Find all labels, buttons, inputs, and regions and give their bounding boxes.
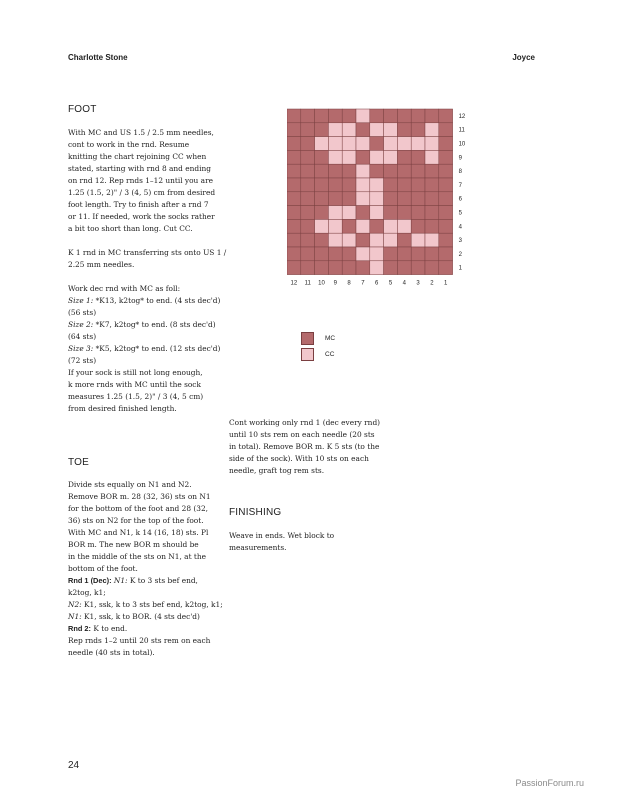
finishing-paragraph — [229, 530, 389, 554]
chart-cell — [397, 233, 411, 247]
chart-column-label: 4 — [402, 280, 406, 287]
chart-cell — [342, 123, 356, 137]
chart-row-label: 1 — [458, 265, 462, 272]
cont-line: Cont working only rnd 1 (dec every rnd) — [229, 418, 381, 427]
size-2-line: Size 2: *K7, k2tog* to end. (8 sts dec'd) — [68, 320, 216, 329]
chart-cell — [370, 109, 384, 123]
chart-cell — [301, 109, 315, 123]
chart-cell — [370, 247, 384, 261]
foot-p1-line: stated, starting with rnd 8 and ending — [68, 164, 211, 173]
chart-cell — [356, 192, 370, 206]
cont-paragraph — [229, 417, 389, 477]
foot-paragraph-2 — [68, 247, 228, 271]
foot-p1-line: knitting the chart rejoining CC when — [68, 152, 207, 161]
chart-cell — [328, 247, 342, 261]
chart-cell — [328, 164, 342, 178]
chart-cell — [356, 247, 370, 261]
chart-cell — [439, 261, 453, 275]
chart-cell — [356, 164, 370, 178]
foot-paragraph-1 — [68, 127, 228, 235]
toe-line: Divide sts equally on N1 and N2. — [68, 480, 192, 489]
chart-cell — [411, 123, 425, 137]
chart-row-label: 7 — [458, 182, 462, 189]
chart-cell — [356, 261, 370, 275]
toe-line: bottom of the foot. — [68, 564, 138, 573]
legend-mc — [301, 332, 335, 345]
chart-cell — [328, 109, 342, 123]
foot-p1-line: or 11. If needed, work the socks rather — [68, 212, 215, 221]
chart-cell — [439, 233, 453, 247]
chart-cell — [384, 219, 398, 233]
chart-cell — [342, 178, 356, 192]
foot-p1-line: foot length. Try to finish after a rnd 7 — [68, 200, 209, 209]
chart-cell — [342, 150, 356, 164]
chart-cell — [425, 123, 439, 137]
chart-cell — [425, 247, 439, 261]
chart-cell — [397, 261, 411, 275]
chart-column-label: 10 — [318, 280, 325, 287]
chart-row-label: 10 — [458, 141, 466, 148]
chart-cell — [315, 219, 329, 233]
chart-cell — [356, 206, 370, 220]
header-author: Charlotte Stone — [68, 53, 128, 62]
chart-cell — [301, 261, 315, 275]
chart-cell — [287, 109, 301, 123]
chart-cell — [370, 261, 384, 275]
chart-cell — [328, 233, 342, 247]
legend-cc-swatch — [301, 348, 314, 361]
chart-cell — [397, 206, 411, 220]
chart-cell — [301, 137, 315, 151]
chart-cell — [425, 150, 439, 164]
chart-cell — [411, 206, 425, 220]
foot-section — [68, 127, 228, 415]
toe-repeat-paragraph — [68, 635, 228, 659]
foot-p1-line: on rnd 12. Rep rnds 1–12 until you are — [68, 176, 213, 185]
foot-p1-line: a bit too short than long. Cut CC. — [68, 224, 193, 233]
finishing-heading: FINISHING — [229, 507, 282, 518]
foot-p4-line: If your sock is still not long enough, — [68, 368, 203, 377]
chart-column-label: 6 — [375, 280, 379, 287]
chart-cell — [301, 206, 315, 220]
chart-row-label: 12 — [458, 113, 466, 120]
chart-cell — [425, 164, 439, 178]
chart-cell — [315, 137, 329, 151]
chart-cell — [384, 247, 398, 261]
chart-cell — [384, 123, 398, 137]
chart-cell — [342, 261, 356, 275]
legend-mc-swatch — [301, 332, 314, 345]
legend-cc — [301, 348, 334, 361]
rnd-1-heading: Rnd 1 (Dec): N1: K to 3 sts bef end, — [68, 576, 198, 585]
chart-cell — [287, 247, 301, 261]
chart-cell — [328, 123, 342, 137]
chart-column-label: 1 — [444, 280, 448, 287]
chart-cell — [342, 109, 356, 123]
chart-cell — [315, 247, 329, 261]
chart-cell — [439, 109, 453, 123]
toe-section — [68, 479, 228, 659]
foot-p1-line: 1.25 (1.5, 2)" / 3 (4, 5) cm from desired — [68, 188, 216, 197]
chart-cell — [411, 164, 425, 178]
legend-cc-label: CC — [325, 351, 335, 358]
size-1-count: (56 sts) — [68, 308, 97, 317]
chart-cell — [287, 233, 301, 247]
chart-cell — [342, 137, 356, 151]
chart-cell — [328, 192, 342, 206]
toe-line: BOR m. The new BOR m should be — [68, 540, 199, 549]
chart-cell — [425, 233, 439, 247]
chart-column-label: 2 — [430, 280, 434, 287]
chart-cell — [384, 178, 398, 192]
chart-cell — [342, 192, 356, 206]
toe-rep-line: Rep rnds 1–2 until 20 sts rem on each — [68, 636, 211, 645]
chart-cell — [315, 150, 329, 164]
cont-line: in total). Remove BOR m. K 5 sts (to the — [229, 442, 380, 451]
chart-cell — [315, 123, 329, 137]
cont-section — [229, 417, 389, 477]
chart-cell — [370, 219, 384, 233]
chart-cell — [411, 137, 425, 151]
chart-cell — [397, 178, 411, 192]
chart-cell — [397, 137, 411, 151]
chart-cell — [356, 219, 370, 233]
size-2-count: (64 sts) — [68, 332, 97, 341]
chart-cell — [370, 206, 384, 220]
chart-cell — [411, 109, 425, 123]
chart-cell — [301, 219, 315, 233]
chart-cell — [397, 247, 411, 261]
finishing-line: Weave in ends. Wet block to — [229, 531, 335, 540]
chart-cell — [397, 150, 411, 164]
chart-column-label: 9 — [333, 280, 337, 287]
chart-cell — [425, 219, 439, 233]
chart-cell — [287, 150, 301, 164]
chart-column-label: 8 — [347, 280, 351, 287]
finishing-line: measurements. — [229, 543, 287, 552]
chart-cell — [328, 219, 342, 233]
chart-cell — [342, 164, 356, 178]
chart-cell — [439, 178, 453, 192]
chart-cell — [384, 164, 398, 178]
chart-cell — [315, 233, 329, 247]
chart-cell — [301, 247, 315, 261]
colorwork-chart — [287, 108, 467, 312]
chart-cell — [287, 178, 301, 192]
size-3-line: Size 3: *K5, k2tog* to end. (12 sts dec'd) — [68, 344, 221, 353]
chart-row-label: 6 — [458, 196, 462, 203]
chart-cell — [397, 109, 411, 123]
foot-p2-line: 2.25 mm needles. — [68, 260, 135, 269]
size-1-line: Size 1: *K13, k2tog* to end. (4 sts dec'd) — [68, 296, 221, 305]
chart-cell — [342, 233, 356, 247]
cont-line: until 10 sts rem on each needle (20 sts — [229, 430, 375, 439]
chart-cell — [425, 192, 439, 206]
toe-line: in the middle of the sts on N1, at the — [68, 552, 206, 561]
rnd-1-n1: N1: K1, ssk, k to BOR. (4 sts dec'd) — [68, 612, 200, 621]
chart-row-label: 4 — [458, 224, 462, 231]
chart-cell — [439, 164, 453, 178]
chart-cell — [315, 178, 329, 192]
rnd-1-continued: k2tog, k1; — [68, 588, 106, 597]
chart-cell — [411, 233, 425, 247]
chart-cell — [287, 164, 301, 178]
foot-p4-line: k more rnds with MC until the sock — [68, 380, 201, 389]
chart-cell — [384, 206, 398, 220]
chart-cell — [439, 206, 453, 220]
chart-cell — [356, 150, 370, 164]
chart-cell — [384, 261, 398, 275]
chart-cell — [287, 123, 301, 137]
chart-cell — [397, 123, 411, 137]
chart-cell — [342, 206, 356, 220]
chart-cell — [301, 192, 315, 206]
watermark: PassionForum.ru — [515, 778, 584, 788]
chart-cell — [425, 137, 439, 151]
chart-cell — [287, 261, 301, 275]
chart-cell — [287, 137, 301, 151]
chart-column-label: 3 — [416, 280, 420, 287]
chart-cell — [439, 123, 453, 137]
chart-cell — [397, 164, 411, 178]
chart-column-label: 12 — [290, 280, 298, 287]
legend-mc-label: MC — [325, 335, 336, 342]
foot-heading: FOOT — [68, 104, 97, 115]
chart-cell — [370, 164, 384, 178]
chart-cell — [301, 150, 315, 164]
chart-cell — [287, 192, 301, 206]
chart-cell — [287, 206, 301, 220]
rnd-1-n2: N2: K1, ssk, k to 3 sts bef end, k2tog, k1; — [68, 600, 223, 609]
chart-cell — [384, 192, 398, 206]
chart-row-label: 9 — [458, 155, 462, 162]
chart-cell — [328, 150, 342, 164]
page-number: 24 — [68, 760, 80, 771]
chart-row-label: 2 — [458, 251, 462, 258]
chart-cell — [411, 219, 425, 233]
toe-line: 36) sts on N2 for the top of the foot. — [68, 516, 204, 525]
foot-dec-intro: Work dec rnd with MC as foll: — [68, 284, 181, 293]
chart-cell — [425, 178, 439, 192]
chart-cell — [397, 192, 411, 206]
chart-cell — [315, 261, 329, 275]
chart-cell — [301, 123, 315, 137]
chart-column-label: 5 — [388, 280, 393, 287]
foot-p4-line: measures 1.25 (1.5, 2)" / 3 (4, 5 cm) — [68, 392, 204, 401]
chart-cell — [384, 150, 398, 164]
chart-cell — [356, 109, 370, 123]
chart-cell — [315, 206, 329, 220]
chart-row-label: 3 — [458, 238, 462, 245]
chart-row-label: 11 — [458, 127, 465, 134]
chart-cell — [411, 178, 425, 192]
chart-cell — [411, 261, 425, 275]
chart-cell — [315, 192, 329, 206]
rnd-2-line: Rnd 2: K to end. — [68, 624, 128, 633]
chart-column-label: 7 — [361, 280, 365, 287]
chart-cell — [301, 164, 315, 178]
chart-row-label: 5 — [458, 210, 462, 217]
chart-cell — [342, 219, 356, 233]
toe-line: for the bottom of the foot and 28 (32, — [68, 504, 209, 513]
foot-p1-line: With MC and US 1.5 / 2.5 mm needles, — [68, 128, 214, 137]
chart-cell — [370, 192, 384, 206]
chart-cell — [439, 137, 453, 151]
chart-column-label: 11 — [304, 280, 311, 287]
toe-line: Remove BOR m. 28 (32, 36) sts on N1 — [68, 492, 211, 501]
chart-cell — [370, 123, 384, 137]
chart-cell — [370, 150, 384, 164]
chart-cell — [342, 247, 356, 261]
size-3-count: (72 sts) — [68, 356, 97, 365]
chart-cell — [439, 219, 453, 233]
chart-cell — [328, 137, 342, 151]
chart-cell — [411, 150, 425, 164]
chart-cell — [425, 206, 439, 220]
chart-cell — [356, 178, 370, 192]
chart-cell — [287, 219, 301, 233]
cont-line: side of the sock). With 10 sts on each — [229, 454, 369, 463]
cont-line: needle, graft tog rem sts. — [229, 466, 325, 475]
chart-cell — [384, 233, 398, 247]
toe-line: With MC and N1, k 14 (16, 18) sts. Pl — [68, 528, 209, 537]
chart-cell — [411, 247, 425, 261]
chart-cell — [301, 178, 315, 192]
chart-cell — [425, 261, 439, 275]
chart-cell — [315, 109, 329, 123]
chart-cell — [328, 178, 342, 192]
chart-row-label: 8 — [458, 169, 462, 176]
chart-cell — [356, 233, 370, 247]
foot-paragraph-4 — [68, 367, 228, 415]
chart-cell — [370, 233, 384, 247]
chart-cell — [315, 164, 329, 178]
foot-p1-line: cont to work in the rnd. Resume — [68, 140, 190, 149]
chart-cell — [397, 219, 411, 233]
toe-rep-line: needle (40 sts in total). — [68, 648, 155, 657]
chart-cell — [328, 206, 342, 220]
chart-cell — [439, 150, 453, 164]
foot-p2-line: K 1 rnd in MC transferring sts onto US 1 / — [68, 248, 227, 257]
toe-paragraph — [68, 479, 228, 575]
chart-cell — [439, 247, 453, 261]
chart-cell — [425, 109, 439, 123]
chart-cell — [301, 233, 315, 247]
chart-cell — [370, 137, 384, 151]
toe-heading: TOE — [68, 457, 89, 468]
chart-cell — [370, 178, 384, 192]
chart-cell — [384, 137, 398, 151]
chart-cell — [411, 192, 425, 206]
chart-cell — [384, 109, 398, 123]
chart-cell — [439, 192, 453, 206]
finishing-section — [229, 530, 389, 554]
foot-p4-line: from desired finished length. — [68, 404, 177, 413]
chart-cell — [328, 261, 342, 275]
chart-cell — [356, 123, 370, 137]
header-pattern-name: Joyce — [512, 53, 535, 62]
chart-cell — [356, 137, 370, 151]
